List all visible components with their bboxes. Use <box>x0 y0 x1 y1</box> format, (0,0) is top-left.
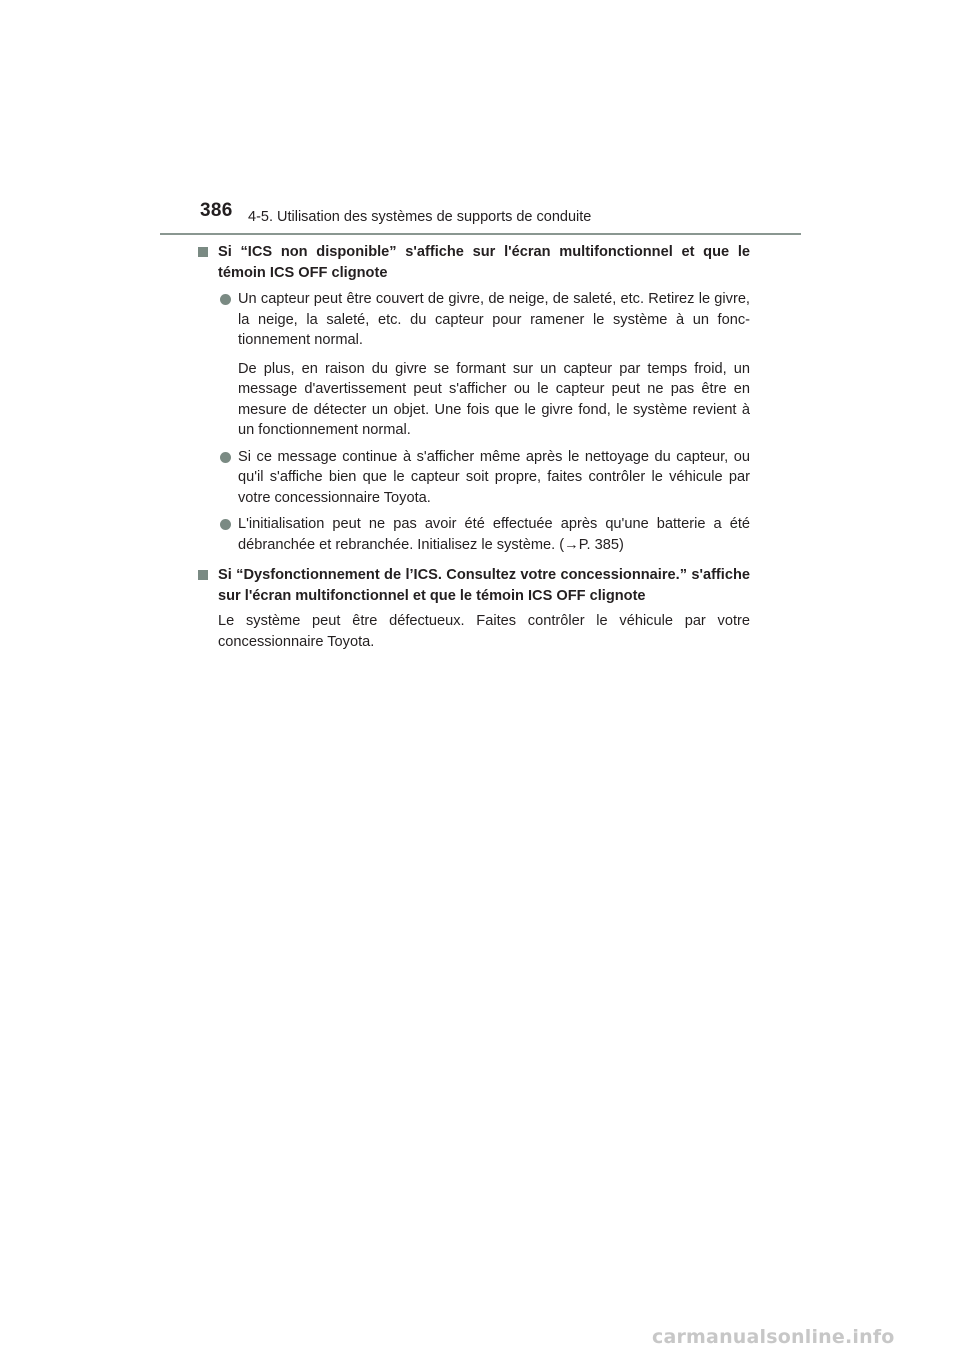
circle-bullet-icon <box>220 452 231 463</box>
bullet-item <box>218 289 750 441</box>
bullet-text: L'initialisation peut ne pas avoir été effectuée après qu'une batterie a été débranchée et rebranchée. Initialisez le système. (→P. 385) <box>238 516 750 553</box>
bullet-text: Un capteur peut être couvert de givre, de neige, de saleté, etc. Retirez le givre, la neige, la saleté, etc. du capteur pour ramener le système à un fonc-tionnement normal. <box>238 291 750 348</box>
page-number: 386 <box>200 200 233 221</box>
item-heading: Si “Dysfonctionnement de l’ICS. Consultez votre concessionnaire.” s'affiche sur l'écran multifonctionnel et que le témoin ICS OFF clignote <box>218 567 750 604</box>
bullet-item <box>218 447 750 509</box>
bullet-text: Si ce message continue à s'afficher même après le nettoyage du capteur, ou qu'il s'affiche bien que le capteur soit propre, faites contrôler le véhicule par votre concessionnaire Toyota. <box>238 448 750 506</box>
square-bullet-icon <box>198 570 208 580</box>
item-ics-unavailable <box>196 242 750 555</box>
circle-bullet-icon <box>220 519 231 530</box>
item-body-text: Le système peut être défectueux. Faites contrôler le véhicule par votre concessionnaire Toyota. <box>218 613 750 650</box>
content <box>196 242 750 662</box>
bullet-item <box>218 514 750 555</box>
section-title: 4-5. Utilisation des systèmes de supports de conduite <box>248 209 592 225</box>
item-heading: Si “ICS non disponible” s'affiche sur l'écran multifonctionnel et que le témoin ICS OFF clignote <box>218 244 750 281</box>
header-rule <box>160 233 801 235</box>
bullet-extra-text: De plus, en raison du givre se formant sur un capteur par temps froid, un message d'avertissement peut s'afficher ou le capteur peut ne pas être en mesure de détecter un objet. Une fois que le givre fond, le système revient à un fonctionnement normal. <box>238 360 750 438</box>
watermark: carmanualsonline.info <box>652 1326 895 1348</box>
item-ics-malfunction <box>196 565 750 652</box>
square-bullet-icon <box>198 247 208 257</box>
circle-bullet-icon <box>220 294 231 305</box>
